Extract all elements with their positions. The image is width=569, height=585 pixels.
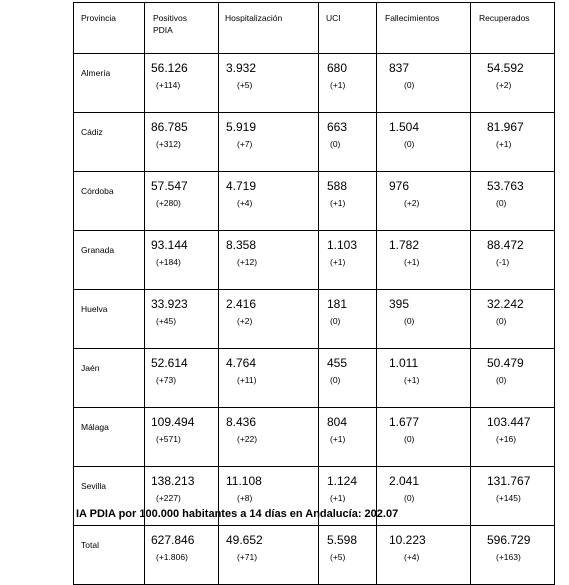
positivos-value: 33.923 [151,297,188,311]
uci-value: 804 [327,415,348,429]
positivos-value: 138.213 [151,474,195,488]
header-positivos: Positivos PDIA [145,3,219,54]
positivos-value: 57.547 [151,179,188,193]
positivos-delta: (+312) [156,139,181,149]
recuperados-cell [471,408,555,467]
recuperados-cell [471,467,555,526]
positivos-cell [145,349,219,408]
uci-delta: (0) [330,316,341,326]
hospitalizacion-delta: (+8) [237,493,253,503]
recuperados-cell [471,290,555,349]
hospitalizacion-delta: (+71) [237,552,258,562]
positivos-delta: (+227) [156,493,181,503]
fallecimientos-cell [377,231,471,290]
positivos-cell [145,290,219,349]
hospitalizacion-value: 3.932 [226,61,257,75]
fallecimientos-cell [377,290,471,349]
uci-value: 1.103 [327,238,358,252]
positivos-cell [145,54,219,113]
header-hospitalizacion: Hospitalización [219,3,319,54]
positivos-delta: (+45) [156,316,177,326]
uci-cell [319,231,377,290]
fallecimientos-delta: (+1) [404,375,420,385]
positivos-delta: (+114) [156,80,181,90]
hospitalizacion-value: 4.719 [226,179,257,193]
positivos-value: 52.614 [151,356,188,370]
header-fallecimientos: Fallecimientos [377,3,471,54]
fallecimientos-value: 1.782 [389,238,420,252]
fallecimientos-cell [377,349,471,408]
province-cell [74,54,145,113]
province-cell [74,290,145,349]
recuperados-value: 88.472 [487,238,524,252]
uci-delta: (+1) [330,80,346,90]
uci-delta: (+1) [330,434,346,444]
fallecimientos-cell [377,408,471,467]
incidence-footnote: IA PDIA por 100.000 habitantes a 14 días en Andalucía: 202.07 [76,508,399,520]
fallecimientos-delta: (0) [404,316,415,326]
positivos-value: 627.846 [151,533,195,547]
recuperados-value: 103.447 [487,415,531,429]
hospitalizacion-delta: (+4) [237,198,253,208]
positivos-delta: (+73) [156,375,177,385]
recuperados-delta: (+163) [496,552,521,562]
province-name: Huelva [81,304,108,314]
fallecimientos-value: 1.677 [389,415,420,429]
fallecimientos-delta: (0) [404,80,415,90]
positivos-delta: (+280) [156,198,181,208]
province-cell [74,408,145,467]
positivos-delta: (+1.806) [156,552,188,562]
fallecimientos-delta: (+1) [404,257,420,267]
recuperados-value: 54.592 [487,61,524,75]
table-row [74,113,555,172]
uci-cell [319,349,377,408]
positivos-value: 56.126 [151,61,188,75]
uci-cell [319,113,377,172]
recuperados-delta: (0) [496,198,507,208]
uci-delta: (0) [330,139,341,149]
uci-cell [319,408,377,467]
table-row [74,231,555,290]
fallecimientos-delta: (0) [404,434,415,444]
province-name: Almería [81,68,111,78]
province-cell [74,172,145,231]
table-row [74,408,555,467]
recuperados-cell [471,54,555,113]
fallecimientos-value: 837 [389,61,410,75]
fallecimientos-cell [377,113,471,172]
positivos-value: 109.494 [151,415,195,429]
province-name: Total [81,540,99,550]
province-name: Granada [81,245,115,255]
uci-delta: (+1) [330,198,346,208]
recuperados-delta: (+1) [496,139,512,149]
table-row [74,54,555,113]
uci-value: 663 [327,120,348,134]
fallecimientos-cell [377,54,471,113]
fallecimientos-cell [377,172,471,231]
header-provincia: Provincia [74,3,145,54]
hospitalizacion-delta: (+11) [237,375,257,385]
province-cell [74,113,145,172]
recuperados-cell [471,231,555,290]
fallecimientos-value: 395 [389,297,410,311]
recuperados-cell [471,172,555,231]
hospitalizacion-cell [219,408,319,467]
positivos-value: 93.144 [151,238,188,252]
province-cell [74,349,145,408]
uci-value: 5.598 [327,533,358,547]
fallecimientos-value: 1.504 [389,120,420,134]
fallecimientos-cell [377,526,471,585]
table-total-row [74,526,555,585]
recuperados-value: 596.729 [487,533,531,547]
uci-delta: (+1) [330,493,346,503]
hospitalizacion-value: 11.108 [226,474,262,488]
recuperados-delta: (+2) [496,80,512,90]
hospitalizacion-value: 2.416 [226,297,257,311]
hospitalizacion-value: 8.436 [226,415,257,429]
positivos-value: 86.785 [151,120,188,134]
header-recuperados: Recuperados [471,3,555,54]
province-name: Cádiz [81,127,103,137]
fallecimientos-value: 1.011 [389,356,419,370]
uci-cell [319,172,377,231]
hospitalizacion-delta: (+2) [237,316,253,326]
hospitalizacion-cell [219,54,319,113]
hospitalizacion-cell [219,349,319,408]
fallecimientos-delta: (0) [404,493,415,503]
fallecimientos-delta: (+4) [404,552,420,562]
province-name: Córdoba [81,186,114,196]
header-uci: UCI [319,3,377,54]
province-name: Sevilla [81,481,107,491]
province-cell [74,231,145,290]
recuperados-value: 81.967 [487,120,524,134]
province-name: Jaén [81,363,100,373]
fallecimientos-delta: (+2) [404,198,420,208]
recuperados-cell [471,113,555,172]
recuperados-delta: (-1) [496,257,510,267]
uci-value: 455 [327,356,348,370]
province-name: Málaga [81,422,109,432]
positivos-cell [145,172,219,231]
recuperados-cell [471,349,555,408]
uci-delta: (+5) [330,552,346,562]
positivos-cell [145,113,219,172]
hospitalizacion-value: 5.919 [226,120,257,134]
covid-andalucia-table [73,2,555,585]
uci-cell [319,290,377,349]
uci-delta: (+1) [330,257,346,267]
uci-value: 588 [327,179,348,193]
hospitalizacion-value: 8.358 [226,238,257,252]
hospitalizacion-delta: (+12) [237,257,258,267]
positivos-cell [145,408,219,467]
table-body [74,54,555,585]
table-row [74,349,555,408]
positivos-delta: (+184) [156,257,181,267]
hospitalizacion-delta: (+7) [237,139,253,149]
uci-value: 181 [327,297,348,311]
recuperados-cell [471,526,555,585]
table-row [74,172,555,231]
recuperados-value: 50.479 [487,356,524,370]
fallecimientos-value: 976 [389,179,410,193]
table-header-row [74,3,555,54]
recuperados-delta: (0) [496,375,507,385]
recuperados-delta: (0) [496,316,507,326]
uci-cell [319,526,377,585]
uci-value: 1.124 [327,474,358,488]
positivos-cell [145,231,219,290]
uci-value: 680 [327,61,348,75]
positivos-delta: (+571) [156,434,181,444]
hospitalizacion-cell [219,231,319,290]
hospitalizacion-value: 49.652 [226,533,263,547]
fallecimientos-value: 10.223 [389,533,426,547]
hospitalizacion-delta: (+5) [237,80,253,90]
hospitalizacion-value: 4.764 [226,356,257,370]
recuperados-delta: (+145) [496,493,521,503]
recuperados-value: 53.763 [487,179,524,193]
positivos-cell [145,526,219,585]
recuperados-value: 131.767 [487,474,531,488]
recuperados-delta: (+16) [496,434,517,444]
fallecimientos-delta: (0) [404,139,415,149]
recuperados-value: 32.242 [487,297,524,311]
hospitalizacion-cell [219,290,319,349]
uci-delta: (0) [330,375,341,385]
province-cell [74,526,145,585]
table-row [74,290,555,349]
hospitalizacion-cell [219,172,319,231]
hospitalizacion-cell [219,526,319,585]
fallecimientos-value: 2.041 [389,474,420,488]
uci-cell [319,54,377,113]
hospitalizacion-cell [219,113,319,172]
hospitalizacion-delta: (+22) [237,434,258,444]
